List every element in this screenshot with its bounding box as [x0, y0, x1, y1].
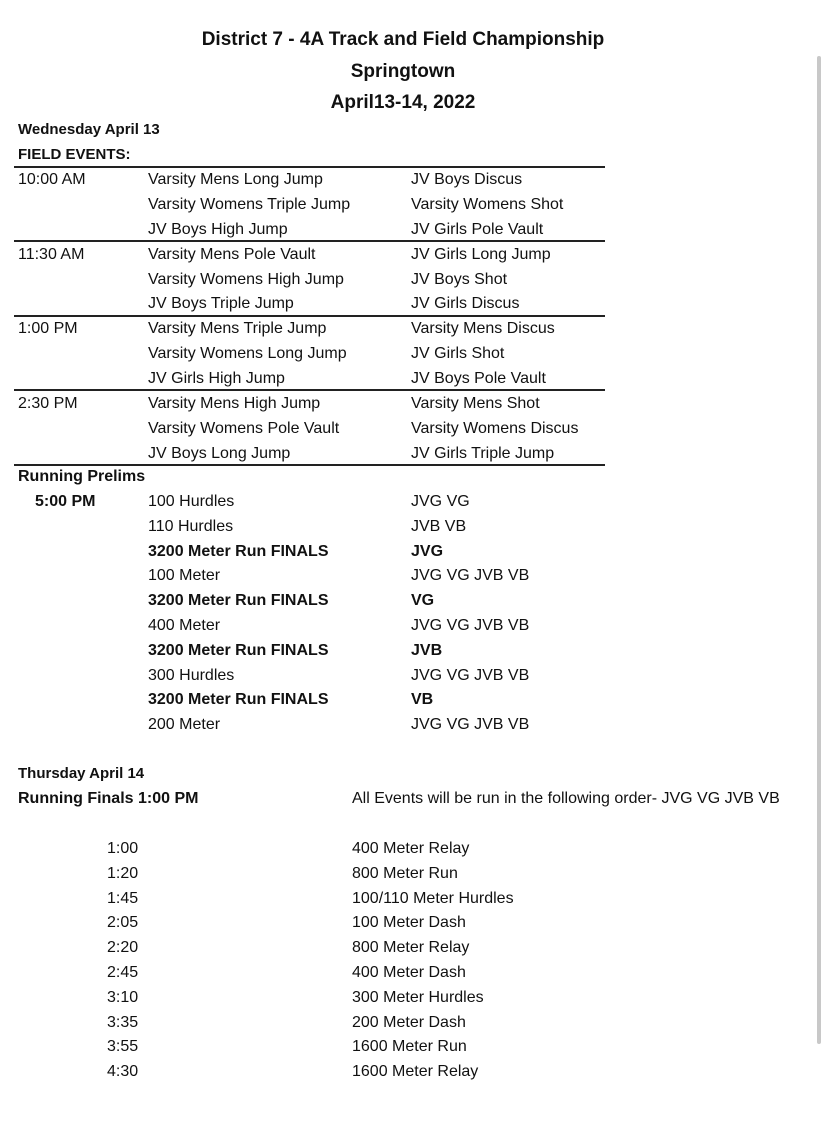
table-divider: [14, 389, 605, 391]
finals-event: 400 Meter Relay: [352, 840, 470, 857]
field-events-heading: FIELD EVENTS:: [18, 146, 131, 163]
finals-event: 200 Meter Dash: [352, 1013, 466, 1031]
prelim-divisions: JVB: [411, 641, 443, 659]
field-event-col1: JV Boys Triple Jump: [148, 295, 294, 313]
finals-event: 400 Meter Dash: [352, 964, 466, 981]
prelim-event: 200 Meter: [148, 716, 221, 734]
finals-time: 4:30: [107, 1063, 139, 1081]
field-time: 11:30 AM: [18, 245, 85, 263]
table-divider: [14, 166, 605, 168]
field-event-col1: Varsity Mens Triple Jump: [148, 320, 327, 338]
running-prelims-heading: Running Prelims: [18, 468, 146, 485]
running-finals-heading: Running Finals 1:00 PM: [18, 790, 199, 807]
field-event-col2: JV Girls Long Jump: [411, 245, 551, 263]
field-event-col1: JV Boys Long Jump: [148, 444, 291, 462]
finals-time: 1:00: [107, 840, 139, 857]
finals-event: 100 Meter Dash: [352, 914, 466, 932]
field-time: 1:00 PM: [18, 320, 78, 338]
finals-event: 1600 Meter Run: [352, 1038, 467, 1056]
finals-event: 1600 Meter Relay: [352, 1063, 479, 1081]
field-event-col1: Varsity Mens Pole Vault: [148, 245, 316, 263]
field-event-col2: JV Girls Pole Vault: [411, 220, 544, 238]
prelim-divisions: VB: [411, 691, 434, 709]
table-divider: [14, 464, 605, 466]
finals-time: 3:35: [107, 1013, 139, 1031]
prelim-divisions: VG: [411, 592, 435, 610]
finals-time: 1:20: [107, 864, 139, 882]
table-divider: [14, 240, 605, 242]
field-event-col1: Varsity Mens High Jump: [148, 395, 321, 413]
prelim-divisions: JVG VG JVB VB: [411, 567, 530, 585]
prelim-event: 3200 Meter Run FINALS: [148, 592, 329, 610]
event-order-note: All Events will be run in the following order- JVG VG JVB VB: [352, 790, 780, 807]
prelim-divisions: JVG VG: [411, 493, 470, 510]
prelim-event: 400 Meter: [148, 617, 221, 634]
field-event-col1: Varsity Womens High Jump: [148, 270, 344, 288]
vertical-scrollbar[interactable]: [817, 56, 821, 1044]
field-event-col2: Varsity Womens Discus: [411, 419, 579, 437]
table-divider: [14, 315, 605, 317]
prelim-divisions: JVG VG JVB VB: [411, 666, 530, 684]
field-event-col2: JV Girls Shot: [411, 345, 505, 363]
field-event-col1: JV Girls High Jump: [148, 370, 285, 387]
finals-time: 2:05: [107, 914, 139, 932]
finals-event: 800 Meter Relay: [352, 939, 470, 957]
prelim-event: 3200 Meter Run FINALS: [148, 641, 329, 659]
field-event-col1: Varsity Mens Long Jump: [148, 171, 323, 188]
finals-event: 300 Meter Hurdles: [352, 988, 484, 1006]
field-event-col1: Varsity Womens Long Jump: [148, 345, 347, 363]
finals-time: 1:45: [107, 889, 139, 907]
prelim-divisions: JVG VG JVB VB: [411, 617, 530, 634]
prelim-event: 3200 Meter Run FINALS: [148, 542, 329, 560]
field-event-col1: JV Boys High Jump: [148, 220, 288, 238]
field-event-col2: Varsity Womens Shot: [411, 195, 564, 213]
finals-event: 800 Meter Run: [352, 864, 458, 882]
wednesday-heading: Wednesday April 13: [18, 121, 160, 138]
field-event-col2: JV Boys Pole Vault: [411, 370, 546, 387]
field-event-col2: Varsity Mens Shot: [411, 395, 540, 413]
prelim-divisions: JVB VB: [411, 517, 467, 535]
field-event-col1: Varsity Womens Triple Jump: [148, 195, 351, 213]
field-time: 2:30 PM: [18, 395, 78, 413]
prelim-event: 3200 Meter Run FINALS: [148, 691, 329, 709]
document-title: District 7 - 4A Track and Field Championship: [201, 29, 605, 50]
prelim-event: 100 Hurdles: [148, 493, 235, 510]
prelim-event: 110 Hurdles: [148, 517, 234, 535]
finals-time: 3:10: [107, 988, 139, 1006]
field-event-col2: Varsity Mens Discus: [411, 320, 555, 338]
document-dates: April13-14, 2022: [330, 92, 476, 113]
prelim-event: 100 Meter: [148, 567, 221, 585]
field-event-col2: JV Boys Discus: [411, 171, 523, 188]
prelim-divisions: JVG: [411, 542, 444, 560]
field-event-col2: JV Girls Discus: [411, 295, 520, 313]
document-location: Springtown: [350, 61, 456, 82]
finals-event: 100/110 Meter Hurdles: [352, 889, 514, 907]
thursday-heading: Thursday April 14: [18, 765, 145, 782]
running-prelims-time: 5:00 PM: [35, 493, 96, 510]
finals-time: 2:20: [107, 939, 139, 957]
field-event-col1: Varsity Womens Pole Vault: [148, 419, 340, 437]
finals-time: 2:45: [107, 964, 139, 981]
prelim-divisions: JVG VG JVB VB: [411, 716, 530, 734]
field-event-col2: JV Girls Triple Jump: [411, 444, 555, 462]
field-time: 10:00 AM: [18, 171, 86, 188]
prelim-event: 300 Hurdles: [148, 666, 235, 684]
field-event-col2: JV Boys Shot: [411, 270, 508, 288]
finals-time: 3:55: [107, 1038, 139, 1056]
